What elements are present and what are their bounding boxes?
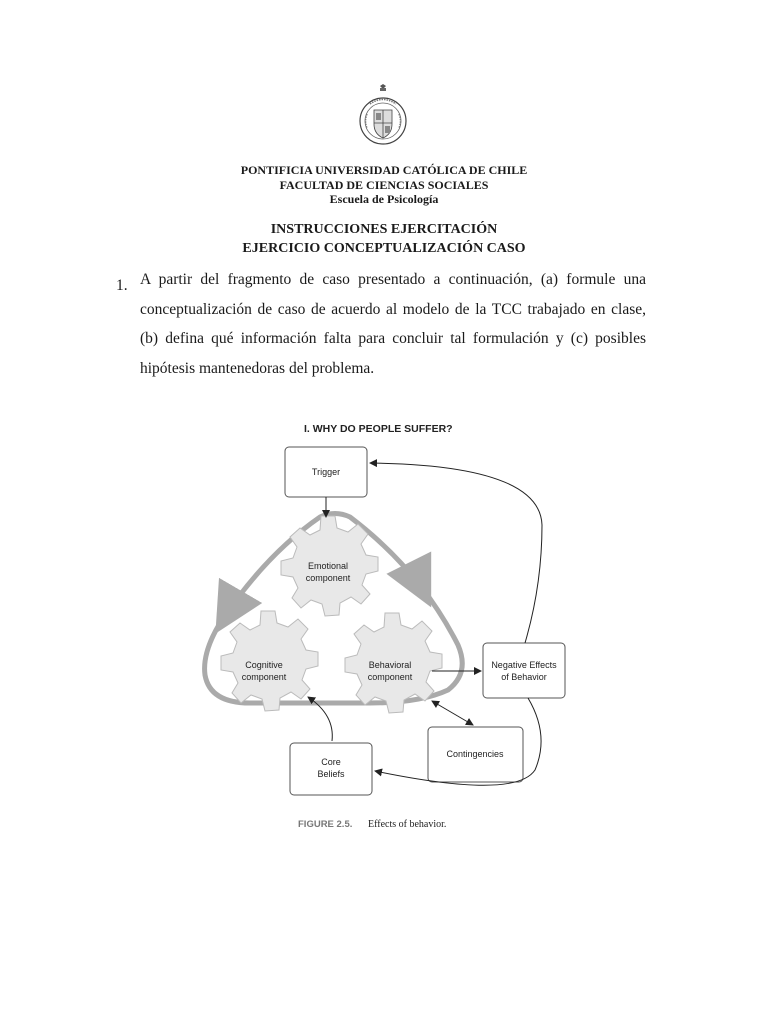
core-beliefs-label-2: Beliefs <box>317 769 345 779</box>
behavioral-label-2: component <box>367 672 413 682</box>
behavioral-label-1: Behavioral <box>368 660 412 670</box>
cycle-arrow-right <box>420 585 426 597</box>
negative-effects-box <box>483 643 565 698</box>
figure-caption-text: Effects of behavior. <box>368 819 447 830</box>
university-seal-logo <box>358 84 408 148</box>
figure-effects-of-behavior <box>170 405 600 833</box>
cognitive-label-1: Cognitive <box>245 660 283 670</box>
university-name: PONTIFICIA UNIVERSIDAD CATÓLICA DE CHILE <box>240 163 528 177</box>
figure-heading: I. WHY DO PEOPLE SUFFER? <box>304 423 453 435</box>
contingencies-label: Contingencies <box>446 749 504 759</box>
school-name: Escuela de Psicología <box>329 192 439 206</box>
list-item-text: A partir del fragmento de caso presentado a continuación, (a) formule una conceptualización de caso de acuerdo al modelo de la TCC trabajado en clase, (b) defina qué información falta para concluir tal formulación y (c) posibles hipótesis mantenedoras del problema. <box>140 271 646 377</box>
emotional-label-1: Emotional <box>307 561 349 571</box>
list-item-number: 1. <box>116 277 128 294</box>
emotional-label-2: component <box>305 573 351 583</box>
core-beliefs-label-1: Core <box>321 757 341 767</box>
behavior-contingencies-arrow <box>432 701 473 725</box>
negative-effects-label-1: Negative Effects <box>491 660 557 670</box>
figure-caption-label: FIGURE 2.5. <box>298 819 353 830</box>
trigger-label: Trigger <box>311 467 341 477</box>
document-title-line2: EJERCICIO CONCEPTUALIZACIÓN CASO <box>242 241 526 256</box>
faculty-name: FACULTAD DE CIENCIAS SOCIALES <box>279 178 489 192</box>
negative-effects-label-2: of Behavior <box>501 672 547 682</box>
document-title-line1: INSTRUCCIONES EJERCITACIÓN <box>270 222 498 237</box>
cognitive-label-2: component <box>241 672 287 682</box>
cycle-arrow-left <box>228 600 235 612</box>
